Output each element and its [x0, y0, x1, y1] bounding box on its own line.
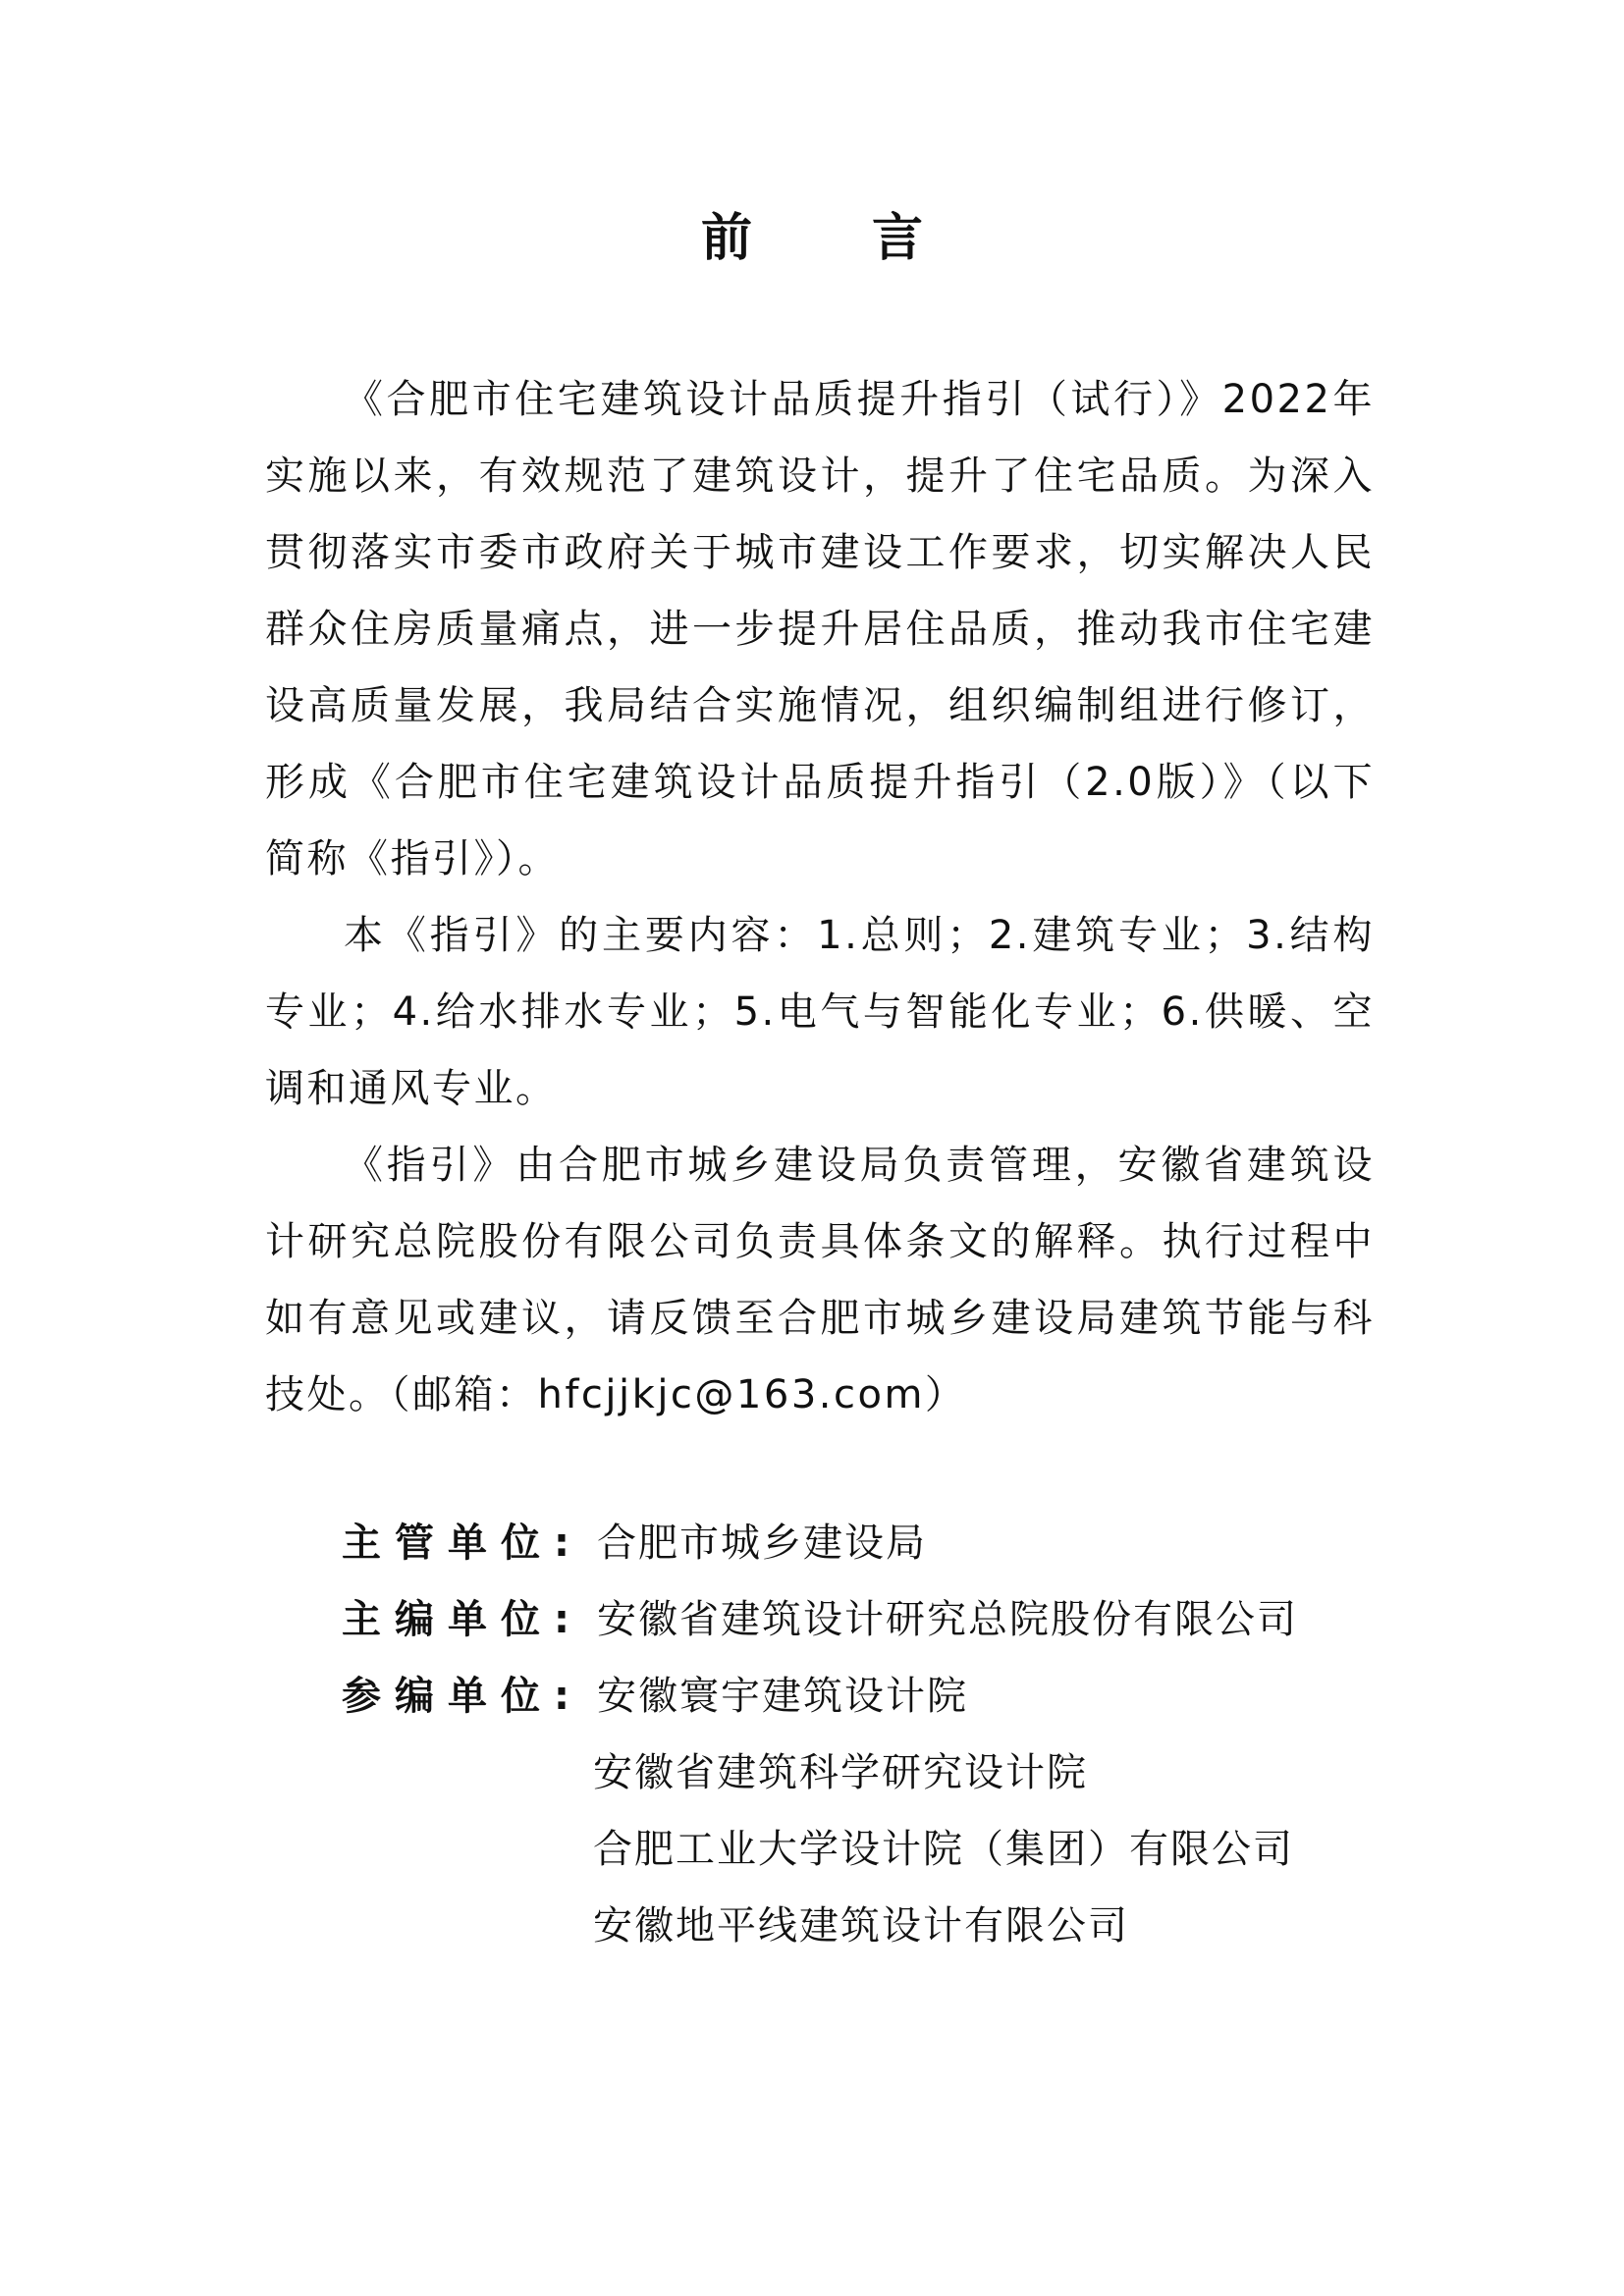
organization-info [342, 1505, 1422, 1964]
chief-editor-unit-value: 安徽省建筑设计研究总院股份有限公司 [597, 1597, 1298, 1642]
participant-unit-label: 参编单位: [342, 1674, 583, 1719]
page-title: 前 言 [700, 209, 975, 268]
preface-body [265, 361, 1375, 1433]
participant-unit-value: 安徽省建筑科学研究设计院 [593, 1750, 1088, 1795]
chief-editor-unit-row [342, 1581, 1422, 1658]
competent-unit-value: 合肥市城乡建设局 [597, 1521, 927, 1566]
competent-unit-label: 主管单位: [342, 1521, 583, 1566]
chief-editor-unit-label: 主编单位: [342, 1597, 583, 1642]
participant-unit-row [342, 1735, 1422, 1811]
preface-paragraph-2: 本《指引》的主要内容：1.总则；2.建筑专业；3.结构专业；4.给水排水专业；5.电气与智能化专业；6.供暖、空调和通风专业。 [265, 913, 1375, 1111]
competent-unit-row [342, 1505, 1422, 1581]
preface-paragraph-1: 《合肥市住宅建筑设计品质提升指引（试行）》2022年实施以来，有效规范了建筑设计，提升了住宅品质。为深入贯彻落实市委市政府关于城市建设工作要求，切实解决人民群众住房质量痛点，进一步提升居住品质，推动我市住宅建设高质量发展，我局结合实施情况，组织编制组进行修订，形成《合肥市住宅建筑设计品质提升指引（2.0版）》（以下简称《指引》）。 [265, 377, 1375, 881]
participant-unit-value: 安徽寰宇建筑设计院 [597, 1674, 968, 1719]
participant-unit-value: 安徽地平线建筑设计有限公司 [593, 1903, 1129, 1949]
participant-unit-value: 合肥工业大学设计院（集团）有限公司 [593, 1827, 1294, 1872]
preface-paragraph-3: 《指引》由合肥市城乡建设局负责管理，安徽省建筑设计研究总院股份有限公司负责具体条文的解释。执行过程中如有意见或建议，请反馈至合肥市城乡建设局建筑节能与科技处。（邮箱：hfcjjkjc@163.com） [265, 1143, 1375, 1417]
participant-unit-row [342, 1811, 1422, 1888]
participant-unit-row [342, 1888, 1422, 1964]
participant-unit-row [342, 1658, 1422, 1735]
